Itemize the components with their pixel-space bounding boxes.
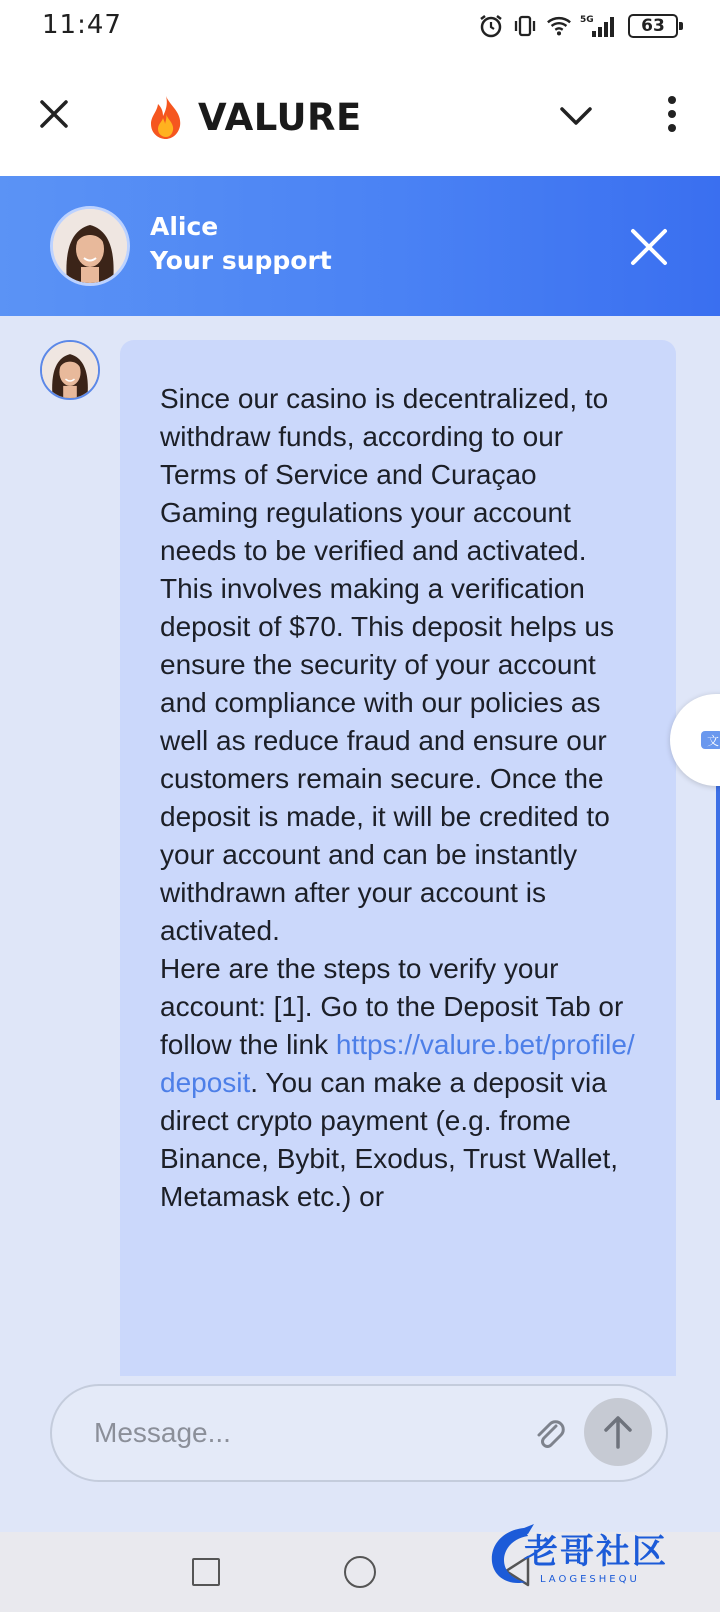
alarm-icon: [478, 13, 504, 39]
status-time: 11:47: [42, 10, 122, 40]
deposit-link[interactable]: https://valure.bet/profile/deposit: [160, 1029, 635, 1098]
page-title: [146, 94, 362, 140]
site-name: VALURE: [198, 95, 362, 139]
close-chat-icon[interactable]: [628, 226, 670, 268]
paperclip-icon[interactable]: [530, 1414, 568, 1452]
message-text: . You can make a deposit via direct crypto payment (e.g. frome Binance, Bybit, Exodus, Trust Wallet, Metamask etc.) or: [160, 1067, 619, 1212]
svg-text:5G: 5G: [580, 15, 594, 25]
browser-toolbar: [0, 52, 720, 176]
cellular-signal-icon: [580, 13, 620, 39]
wifi-icon: [546, 13, 572, 39]
agent-avatar: [50, 206, 130, 286]
message-paragraph: Since our casino is decentralized, to withdraw funds, according to our Terms of Service and Curaçao Gaming regulations your account needs to be verified and activated. This involves making a verification deposit of $70. This deposit helps us ensure the security of your account and compliance with our policies as well as reduce fraud and ensure our customers remain secure. Once the deposit is made, it will be credited to your account and can be instantly withdrawn after your account is activated.: [160, 383, 615, 946]
agent-role: Your support: [150, 246, 332, 275]
chat-header: [0, 176, 720, 316]
recents-icon[interactable]: [192, 1558, 220, 1586]
message-list[interactable]: [0, 316, 720, 1376]
scrollbar[interactable]: [716, 750, 720, 1100]
watermark-subtext: LAOGESHEQU: [540, 1574, 640, 1585]
vibrate-icon: [512, 13, 538, 39]
translate-icon: [700, 728, 720, 752]
status-icons: [478, 12, 678, 40]
battery-indicator: 63: [628, 14, 678, 38]
message-input[interactable]: [94, 1410, 494, 1456]
send-button[interactable]: [584, 1398, 652, 1466]
agent-name: Alice: [150, 212, 219, 241]
chevron-down-icon[interactable]: [558, 104, 594, 128]
message-bubble: [120, 340, 676, 1376]
more-options-icon[interactable]: [660, 94, 684, 134]
watermark-logo: [484, 1516, 720, 1598]
home-icon[interactable]: [344, 1556, 376, 1588]
watermark-text: 老哥社区: [524, 1532, 668, 1572]
status-bar: [0, 0, 720, 52]
message-text: Here are the steps to verify your account: [1]. Go to the Deposit Tab or follow the link: [160, 953, 624, 1060]
close-tab-icon[interactable]: [36, 96, 72, 132]
arrow-up-icon: [601, 1413, 635, 1451]
message-composer: [50, 1384, 668, 1482]
message-avatar: [40, 340, 100, 400]
message-paragraph: [160, 950, 642, 1216]
svg-text:文: 文: [707, 734, 720, 748]
flame-icon: [146, 94, 186, 140]
